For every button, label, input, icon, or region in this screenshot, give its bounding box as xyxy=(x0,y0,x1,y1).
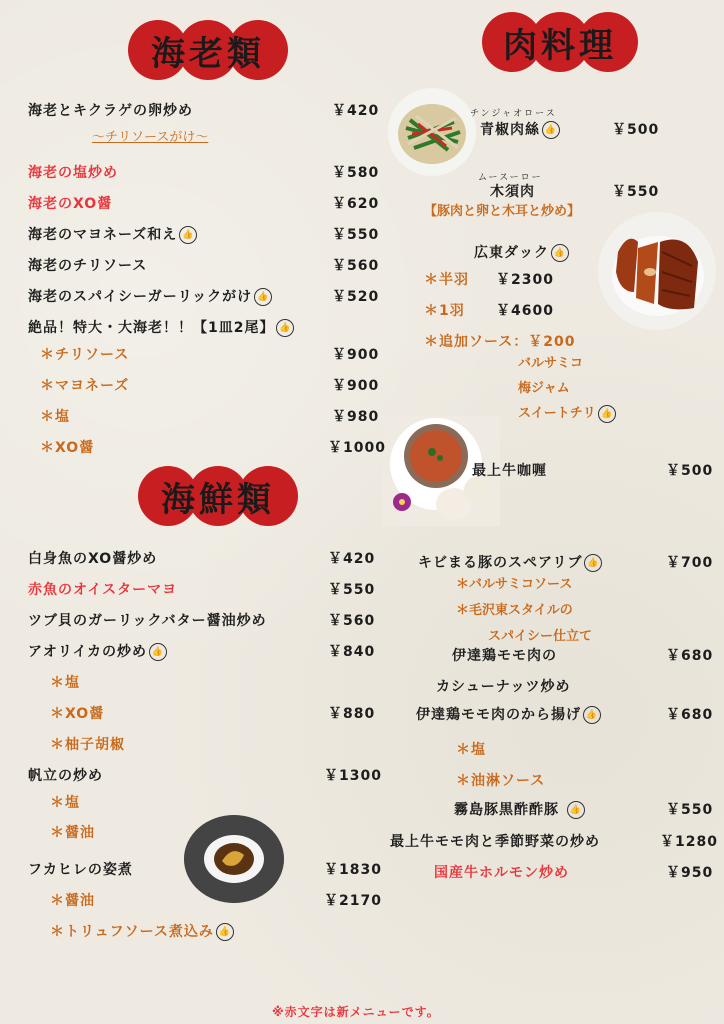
niku-item4-price: ￥500 xyxy=(666,463,714,479)
ebi-opt3-price: ￥980 xyxy=(332,409,380,425)
ebi-opt4-name: ＊XO醤 xyxy=(40,440,95,456)
heading-ebi-label: 海老類 xyxy=(151,34,265,74)
niku-item7-row xyxy=(416,704,601,724)
niku-sauce2: 梅ジャム xyxy=(518,381,570,396)
kaisen-opt2-price: ￥880 xyxy=(328,706,376,722)
thumbs-up-icon: 👍 xyxy=(598,405,616,423)
duck-photo xyxy=(598,212,716,330)
niku-sauce1: バルサミコ xyxy=(518,356,584,371)
kaisen-opt7-name: ＊トリュフソース煮込み xyxy=(50,924,214,940)
kaisen-item3-name: ツブ貝のガーリックバター醤油炒め xyxy=(28,613,267,629)
thumbs-up-icon: 👍 xyxy=(567,801,585,819)
niku-item3-name: 広東ダック xyxy=(474,245,549,261)
heading-ebi xyxy=(128,20,288,78)
niku-item8-row xyxy=(454,799,585,819)
stir-fry-photo xyxy=(388,88,476,176)
heading-niku xyxy=(482,12,638,70)
ebi-item4-row xyxy=(28,224,197,244)
thumbs-up-icon: 👍 xyxy=(551,244,569,262)
niku-item2-name: 木須肉 xyxy=(490,184,535,200)
thumbs-up-icon: 👍 xyxy=(216,923,234,941)
ebi-opt3-name: ＊塩 xyxy=(40,409,70,425)
niku-item1-name: 青椒肉絲 xyxy=(480,122,540,138)
kaisen-item5-name: 帆立の炒め xyxy=(28,768,103,784)
niku-opt3-name: ＊追加ソース：￥200 xyxy=(424,334,576,350)
ebi-item4-price: ￥550 xyxy=(332,227,380,243)
niku-item1-row xyxy=(480,119,560,139)
niku-item6-price: ￥680 xyxy=(666,648,714,664)
niku-item8-name: 霧島豚黒酢酢豚 xyxy=(454,802,559,818)
niku-item5-price: ￥700 xyxy=(666,555,714,571)
niku-item7-opt1: ＊塩 xyxy=(456,742,486,758)
niku-sauce3-row xyxy=(518,402,616,423)
thumbs-up-icon: 👍 xyxy=(276,319,294,337)
thumbs-up-icon: 👍 xyxy=(542,121,560,139)
niku-item1-ruby: チンジャオロース xyxy=(470,109,557,119)
kaisen-item2-price: ￥550 xyxy=(328,582,376,598)
niku-item2-price: ￥550 xyxy=(612,184,660,200)
niku-sauce3: スイートチリ xyxy=(518,406,596,421)
kaisen-opt5-name: ＊醤油 xyxy=(50,825,95,841)
ebi-item1-price: ￥420 xyxy=(332,103,380,119)
ebi-item7-name: 絶品！特大・大海老！！【1皿2尾】 xyxy=(28,320,275,336)
kaisen-opt6-price: ￥2170 xyxy=(324,893,382,909)
ebi-item1-name: 海老とキクラゲの卵炒め xyxy=(28,103,193,119)
niku-opt2-name: ＊1羽 xyxy=(424,303,465,319)
ebi-item4-name: 海老のマヨネーズ和え xyxy=(28,227,178,243)
ebi-item6-row xyxy=(28,286,272,306)
ebi-opt1-name: ＊チリソース xyxy=(40,347,130,363)
niku-item6-name2: カシューナッツ炒め xyxy=(436,679,571,695)
niku-item10-name: 国産牛ホルモン炒め xyxy=(434,865,569,881)
kaisen-opt2-name: ＊XO醤 xyxy=(50,706,105,722)
kaisen-item4-name: アオリイカの炒め xyxy=(28,644,148,660)
kaisen-opt1-name: ＊塩 xyxy=(50,675,80,691)
kaisen-item1-name: 白身魚のXO醤炒め xyxy=(28,551,158,567)
ebi-opt4-price: ￥1000 xyxy=(328,440,386,456)
heading-niku-label: 肉料理 xyxy=(503,26,617,66)
kaisen-opt7-row xyxy=(50,921,234,941)
niku-item7-opt2: ＊油淋ソース xyxy=(456,773,546,789)
ebi-item5-price: ￥560 xyxy=(332,258,380,274)
footer-note: ※赤文字は新メニューです。 xyxy=(272,1005,440,1019)
ebi-item6-price: ￥520 xyxy=(332,289,380,305)
niku-item5-row xyxy=(418,552,602,572)
thumbs-up-icon: 👍 xyxy=(179,226,197,244)
niku-item7-price: ￥680 xyxy=(666,707,714,723)
niku-item5-opt1: ＊バルサミコソース xyxy=(456,577,573,592)
kaisen-item6-name: フカヒレの姿煮 xyxy=(28,862,133,878)
ebi-item5-name: 海老のチリソース xyxy=(28,258,148,274)
niku-opt1-price: ￥2300 xyxy=(496,272,554,288)
ebi-item3-price: ￥620 xyxy=(332,196,380,212)
niku-item10-price: ￥950 xyxy=(666,865,714,881)
thumbs-up-icon: 👍 xyxy=(583,706,601,724)
ebi-item1-note: ～チリソースがけ～ xyxy=(92,130,209,145)
ebi-item3-name: 海老のXO醤 xyxy=(28,196,113,212)
kaisen-item1-price: ￥420 xyxy=(328,551,376,567)
niku-opt2-price: ￥4600 xyxy=(496,303,554,319)
niku-item8-price: ￥550 xyxy=(666,802,714,818)
niku-item3-row xyxy=(474,242,569,262)
niku-item5-name: キビまる豚のスペアリブ xyxy=(418,555,583,571)
heading-kaisen xyxy=(138,466,298,524)
ebi-opt2-name: ＊マヨネーズ xyxy=(40,378,130,394)
kaisen-item5-price: ￥1300 xyxy=(324,768,382,784)
kaisen-item4-price: ￥840 xyxy=(328,644,376,660)
kaisen-opt4-name: ＊塩 xyxy=(50,795,80,811)
niku-item9-name: 最上牛モモ肉と季節野菜の炒め xyxy=(390,834,600,850)
ebi-item7-row xyxy=(28,317,294,337)
thumbs-up-icon: 👍 xyxy=(149,643,167,661)
ebi-item2-name: 海老の塩炒め xyxy=(28,165,118,181)
thumbs-up-icon: 👍 xyxy=(254,288,272,306)
heading-kaisen-label: 海鮮類 xyxy=(161,480,275,520)
kaisen-item2-name: 赤魚のオイスターマヨ xyxy=(28,582,178,598)
niku-item1-price: ￥500 xyxy=(612,122,660,138)
niku-item6-name1: 伊達鶏モモ肉の xyxy=(452,648,557,664)
niku-item9-price: ￥1280 xyxy=(660,834,718,850)
kaisen-opt6-name: ＊醤油 xyxy=(50,893,95,909)
kaisen-item4-row xyxy=(28,641,167,661)
niku-item5-opt3: スパイシー仕立て xyxy=(488,629,593,644)
niku-item4-name: 最上牛咖喱 xyxy=(472,463,547,479)
niku-item2-ruby: ムースーロー xyxy=(478,173,543,183)
ebi-opt1-price: ￥900 xyxy=(332,347,380,363)
niku-item5-opt2: ＊毛沢東スタイルの xyxy=(456,603,573,618)
ebi-item6-name: 海老のスパイシーガーリックがけ xyxy=(28,289,253,305)
kaisen-item6-price: ￥1830 xyxy=(324,862,382,878)
niku-item7-name: 伊達鶏モモ肉のから揚げ xyxy=(416,707,581,723)
thumbs-up-icon: 👍 xyxy=(584,554,602,572)
kaisen-opt3-name: ＊柚子胡椒 xyxy=(50,737,125,753)
ebi-opt2-price: ￥900 xyxy=(332,378,380,394)
shark-fin-photo xyxy=(184,815,284,903)
niku-opt1-name: ＊半羽 xyxy=(424,272,469,288)
ebi-item2-price: ￥580 xyxy=(332,165,380,181)
kaisen-item3-price: ￥560 xyxy=(328,613,376,629)
niku-item2-note: 【豚肉と卵と木耳と炒め】 xyxy=(424,204,581,219)
